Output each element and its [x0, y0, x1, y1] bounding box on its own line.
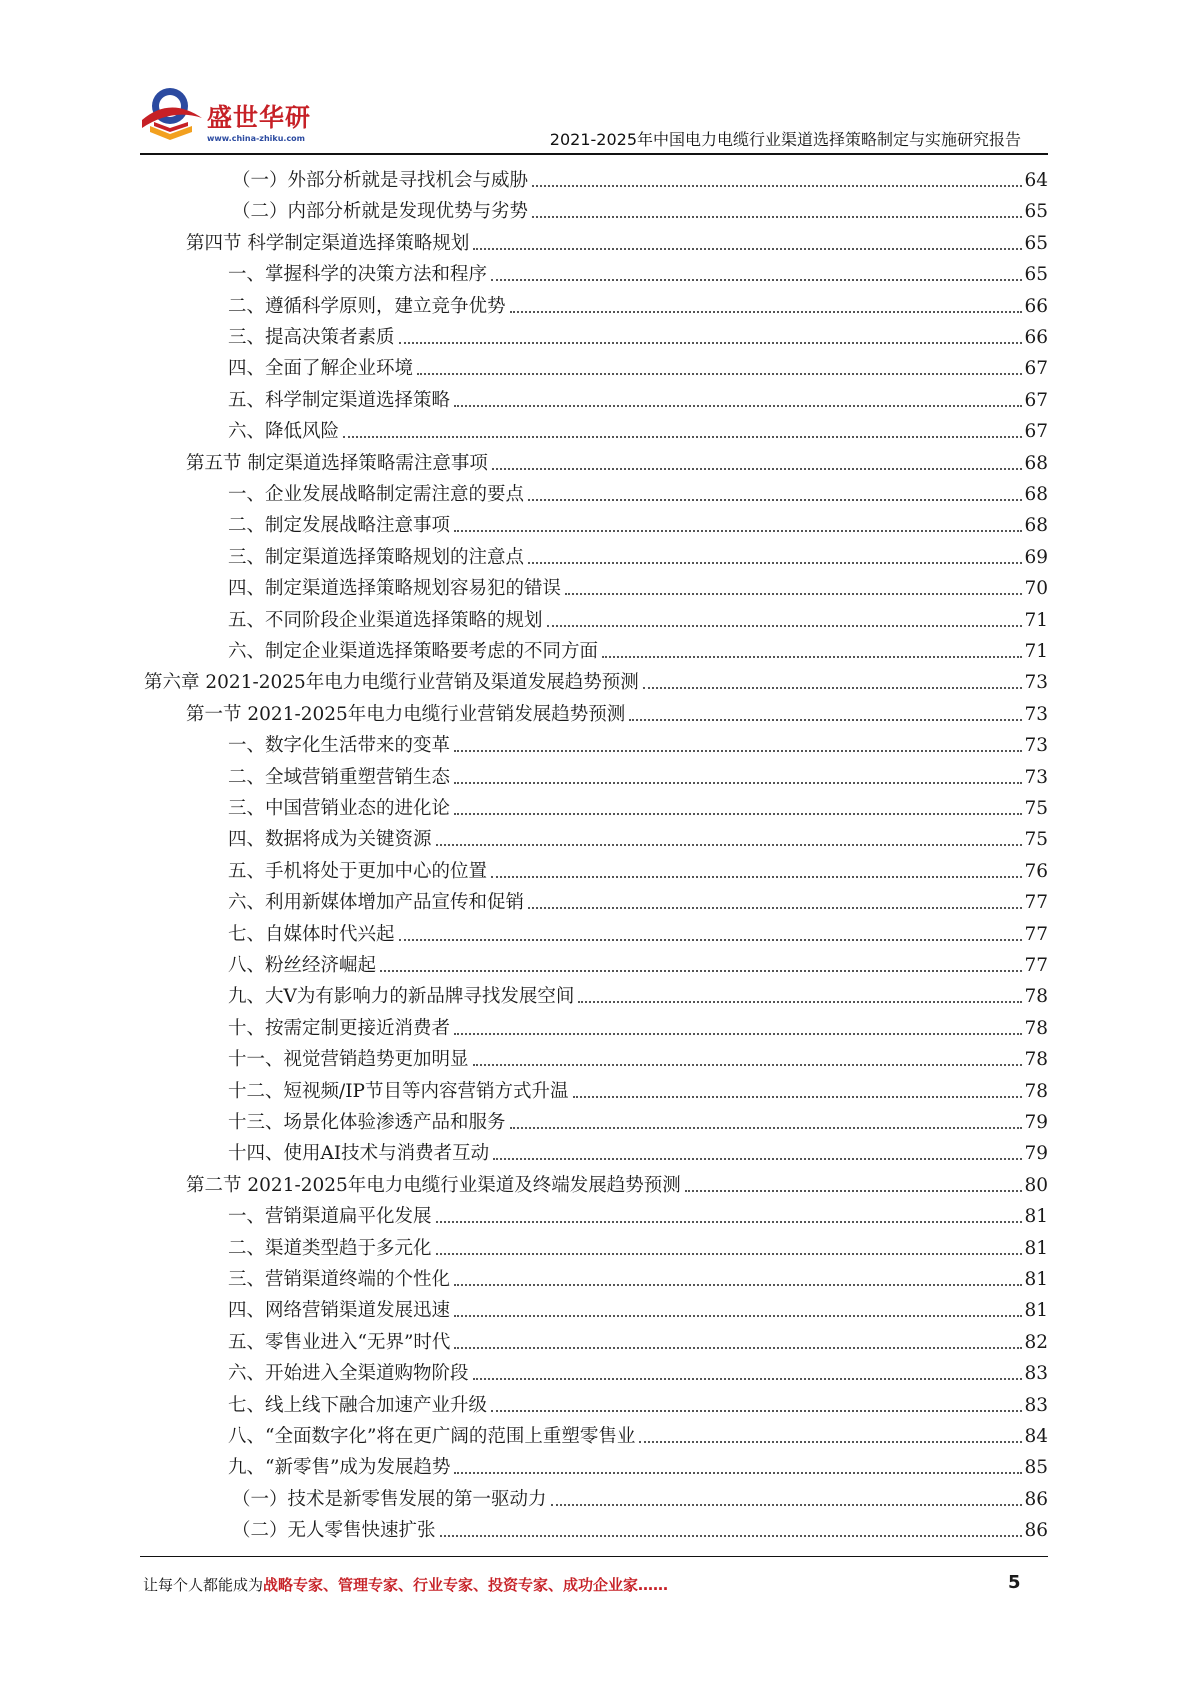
toc-leader-dots: [399, 342, 1023, 344]
toc-entry-page: 69: [1024, 546, 1048, 568]
toc-entry-label: 四、全面了解企业环境: [228, 358, 414, 380]
toc-entry-page: 67: [1024, 421, 1048, 443]
toc-entry-page: 86: [1024, 1520, 1048, 1542]
toc-leader-dots: [528, 499, 1022, 501]
toc-entry-page: 82: [1024, 1331, 1048, 1353]
toc-entry[interactable]: [228, 539, 1048, 570]
toc-entry[interactable]: [232, 162, 1048, 193]
toc-entry[interactable]: [186, 445, 1048, 476]
toc-entry-page: 79: [1024, 1112, 1048, 1133]
footer-slogan: [143, 1574, 668, 1595]
logo-text: 盛世华研: [207, 103, 312, 132]
toc-entry[interactable]: [228, 1073, 1048, 1104]
toc-entry-page: 68: [1024, 484, 1048, 505]
toc-entry[interactable]: [228, 1324, 1048, 1355]
footer-divider: [140, 1556, 1048, 1557]
toc-entry-label: 六、降低风险: [228, 421, 340, 443]
footer-prefix: 让每个人都能成为: [143, 1576, 264, 1594]
toc-leader-dots: [380, 970, 1022, 972]
toc-entry-label: 六、利用新媒体增加产品宣传和促销: [228, 892, 525, 914]
toc-leader-dots: [436, 1253, 1023, 1255]
toc-leader-dots: [473, 1064, 1023, 1066]
toc-entry-label: 二、制定发展战略注意事项: [228, 515, 451, 537]
toc-entry-label: 二、遵循科学原则，建立竞争优势: [228, 295, 506, 317]
toc-entry-label: 第六章 2021-2025年电力电缆行业营销及渠道发展趋势预测: [144, 672, 639, 694]
toc-entry-page: 67: [1024, 358, 1048, 380]
toc-entry[interactable]: [228, 1418, 1048, 1449]
toc-leader-dots: [491, 279, 1022, 281]
toc-entry-page: 77: [1024, 923, 1048, 945]
toc-leader-dots: [491, 876, 1022, 878]
toc-entry[interactable]: [228, 790, 1048, 821]
toc-entry-label: 五、手机将处于更加中心的位置: [228, 860, 488, 882]
toc-entry[interactable]: [228, 1230, 1048, 1261]
toc-entry-page: 81: [1024, 1300, 1048, 1322]
toc-leader-dots: [417, 373, 1022, 375]
toc-entry[interactable]: [228, 633, 1048, 664]
toc-entry-label: （一）外部分析就是寻找机会与威胁: [232, 170, 529, 191]
toc-leader-dots: [454, 782, 1022, 784]
toc-entry-label: 十三、场景化体验渗透产品和服务: [228, 1112, 506, 1133]
toc-entry-label: 十二、短视频/IP节目等内容营销方式升温: [228, 1080, 569, 1102]
toc-leader-dots: [547, 625, 1023, 627]
toc-entry-label: 四、网络营销渠道发展迅速: [228, 1300, 451, 1322]
toc-entry-page: 71: [1024, 609, 1048, 631]
toc-entry-label: 一、企业发展战略制定需注意的要点: [228, 484, 525, 505]
toc-entry-page: 81: [1024, 1206, 1048, 1228]
toc-entry[interactable]: [228, 1135, 1048, 1166]
toc-entry-page: 83: [1024, 1394, 1048, 1416]
toc-entry[interactable]: [228, 1104, 1048, 1135]
toc-entry-page: 68: [1024, 452, 1048, 474]
footer-highlight: 战略专家、管理专家、行业专家、投资专家、成功企业家……: [263, 1576, 669, 1594]
toc-leader-dots: [454, 530, 1022, 532]
toc-leader-dots: [629, 719, 1022, 721]
toc-entry-label: 六、开始进入全渠道购物阶段: [228, 1363, 469, 1385]
report-title: 2021-2025年中国电力电缆行业渠道选择策略制定与实施研究报告: [549, 130, 1021, 149]
toc-entry-page: 66: [1024, 295, 1048, 317]
toc-entry[interactable]: [228, 1449, 1048, 1480]
toc-entry-page: 68: [1024, 515, 1048, 537]
page-number: 5: [1008, 1572, 1021, 1593]
toc-entry-label: 第五节 制定渠道选择策略需注意事项: [186, 452, 488, 474]
toc-entry-page: 73: [1024, 672, 1048, 694]
toc-leader-dots: [454, 813, 1022, 815]
toc-entry-label: 五、零售业进入“无界”时代: [228, 1331, 451, 1353]
toc-entry-label: 九、大V为有影响力的新品牌寻找发展空间: [228, 986, 575, 1008]
toc-entry-page: 73: [1024, 735, 1048, 757]
toc-entry-label: 三、中国营销业态的进化论: [228, 798, 451, 819]
toc-entry[interactable]: [228, 1292, 1048, 1323]
toc-entry-label: （二）内部分析就是发现优势与劣势: [232, 201, 529, 223]
toc-entry[interactable]: [228, 413, 1048, 444]
toc-leader-dots: [528, 907, 1022, 909]
toc-leader-dots: [602, 656, 1022, 658]
toc-entry-page: 64: [1024, 170, 1048, 191]
toc-leader-dots: [473, 248, 1022, 250]
toc-entry-page: 65: [1024, 201, 1048, 223]
toc-entry-page: 86: [1024, 1488, 1048, 1510]
toc-entry[interactable]: [228, 1010, 1048, 1041]
toc-entry-page: 78: [1024, 1017, 1048, 1039]
toc-entry-label: 八、粉丝经济崛起: [228, 955, 377, 976]
toc-entry-label: 六、制定企业渠道选择策略要考虑的不同方面: [228, 641, 599, 662]
toc-entry-label: 十、按需定制更接近消费者: [228, 1017, 451, 1039]
toc-entry-page: 75: [1024, 829, 1048, 851]
toc-entry-page: 75: [1024, 798, 1048, 819]
toc-leader-dots: [510, 311, 1023, 313]
toc-leader-dots: [639, 1441, 1022, 1443]
toc-entry-page: 73: [1024, 703, 1048, 725]
toc-entry[interactable]: [228, 727, 1048, 758]
toc-entry-page: 77: [1024, 892, 1048, 914]
toc-entry-label: 第四节 科学制定渠道选择策略规划: [186, 232, 470, 254]
toc-entry-label: 一、营销渠道扁平化发展: [228, 1206, 432, 1228]
toc-leader-dots: [573, 1096, 1023, 1098]
toc-leader-dots: [643, 687, 1023, 689]
toc-leader-dots: [473, 1378, 1023, 1380]
toc-entry-label: 五、科学制定渠道选择策略: [228, 389, 451, 411]
toc-leader-dots: [565, 593, 1022, 595]
toc-entry[interactable]: [232, 1481, 1048, 1512]
toc-entry-label: 四、数据将成为关键资源: [228, 829, 432, 851]
toc-entry-page: 78: [1024, 986, 1048, 1008]
toc-entry[interactable]: [228, 1261, 1048, 1292]
toc-leader-dots: [454, 405, 1022, 407]
toc-entry[interactable]: [228, 570, 1048, 601]
toc-entry-label: 一、数字化生活带来的变革: [228, 735, 451, 757]
toc-leader-dots: [436, 1221, 1023, 1223]
toc-entry[interactable]: [228, 602, 1048, 633]
toc-entry-label: 十一、视觉营销趋势更加明显: [228, 1049, 469, 1071]
toc-entry[interactable]: [186, 696, 1048, 727]
toc-entry[interactable]: [228, 288, 1048, 319]
toc-entry-label: 五、不同阶段企业渠道选择策略的规划: [228, 609, 543, 631]
toc-entry[interactable]: [228, 916, 1048, 947]
toc-leader-dots: [454, 750, 1022, 752]
toc-entry-page: 70: [1024, 578, 1048, 600]
toc-entry[interactable]: [228, 853, 1048, 884]
toc-entry-label: （二）无人零售快速扩张: [232, 1520, 436, 1542]
toc-entry-label: 三、营销渠道终端的个性化: [228, 1269, 451, 1290]
toc-leader-dots: [491, 1410, 1022, 1412]
toc-leader-dots: [528, 562, 1022, 564]
toc-leader-dots: [510, 1127, 1023, 1129]
toc-entry[interactable]: [228, 884, 1048, 915]
toc-entry-page: 79: [1024, 1143, 1048, 1165]
toc-entry[interactable]: [228, 319, 1048, 350]
page-header: [0, 0, 1191, 165]
toc-entry-label: 第二节 2021-2025年电力电缆行业渠道及终端发展趋势预测: [186, 1174, 681, 1196]
toc-entry-label: 一、掌握科学的决策方法和程序: [228, 264, 488, 286]
toc-entry-page: 67: [1024, 389, 1048, 411]
toc-leader-dots: [454, 1284, 1022, 1286]
toc-entry-label: （一）技术是新零售发展的第一驱动力: [232, 1488, 547, 1510]
toc-entry[interactable]: [186, 1167, 1048, 1198]
toc-entry[interactable]: [228, 1355, 1048, 1386]
toc-entry-label: 二、全域营销重塑营销生态: [228, 766, 451, 788]
toc-entry[interactable]: [228, 1041, 1048, 1072]
toc-leader-dots: [454, 1472, 1022, 1474]
toc-entry[interactable]: [228, 821, 1048, 852]
toc-entry[interactable]: [228, 947, 1048, 978]
toc-entry-label: 八、“全面数字化”将在更广阔的范围上重塑零售业: [228, 1426, 636, 1447]
toc-entry[interactable]: [186, 225, 1048, 256]
toc-entry-label: 九、“新零售”成为发展趋势: [228, 1457, 451, 1479]
toc-leader-dots: [493, 1158, 1022, 1160]
toc-leader-dots: [343, 436, 1022, 438]
toc-leader-dots: [578, 1001, 1022, 1003]
toc-entry-label: 三、提高决策者素质: [228, 327, 395, 348]
toc-entry[interactable]: [228, 759, 1048, 790]
toc-entry-page: 71: [1024, 641, 1048, 662]
toc-leader-dots: [454, 1315, 1022, 1317]
toc-entry-label: 七、自媒体时代兴起: [228, 923, 395, 945]
toc-entry-label: 第一节 2021-2025年电力电缆行业营销发展趋势预测: [186, 703, 626, 725]
toc-leader-dots: [399, 939, 1023, 941]
toc-entry[interactable]: [232, 1512, 1048, 1543]
toc-entry-page: 73: [1024, 766, 1048, 788]
toc-entry-page: 78: [1024, 1049, 1048, 1071]
toc-entry[interactable]: [228, 382, 1048, 413]
toc-entry[interactable]: [228, 507, 1048, 538]
toc-entry-label: 三、制定渠道选择策略规划的注意点: [228, 546, 525, 568]
header-divider: [140, 153, 1048, 155]
toc-leader-dots: [492, 468, 1023, 470]
toc-entry[interactable]: [228, 256, 1048, 287]
toc-leader-dots: [454, 1347, 1022, 1349]
toc-leader-dots: [685, 1190, 1023, 1192]
toc-entry[interactable]: [228, 476, 1048, 507]
toc-entry[interactable]: [232, 193, 1048, 224]
toc-entry[interactable]: [228, 1387, 1048, 1418]
toc-entry[interactable]: [228, 350, 1048, 381]
toc-entry-page: 77: [1024, 955, 1048, 976]
toc-entry-label: 二、渠道类型趋于多元化: [228, 1237, 432, 1259]
toc-entry-page: 83: [1024, 1363, 1048, 1385]
logo-url: www.china-zhiku.com: [207, 134, 306, 143]
toc-entry-label: 七、线上线下融合加速产业升级: [228, 1394, 488, 1416]
toc-leader-dots: [436, 844, 1023, 846]
toc-entry-page: 80: [1024, 1174, 1048, 1196]
toc-leader-dots: [440, 1535, 1023, 1537]
toc-entry-page: 85: [1024, 1457, 1048, 1479]
toc-leader-dots: [532, 185, 1022, 187]
toc-entry[interactable]: [228, 978, 1048, 1009]
toc-leader-dots: [551, 1504, 1023, 1506]
toc-entry-page: 76: [1024, 860, 1048, 882]
toc-entry[interactable]: [144, 664, 1048, 695]
toc-leader-dots: [532, 216, 1022, 218]
toc-leader-dots: [454, 1033, 1022, 1035]
toc-entry-page: 78: [1024, 1080, 1048, 1102]
toc-entry-page: 81: [1024, 1269, 1048, 1290]
toc-entry-label: 四、制定渠道选择策略规划容易犯的错误: [228, 578, 562, 600]
toc-entry-page: 81: [1024, 1237, 1048, 1259]
toc-entry-page: 66: [1024, 327, 1048, 348]
toc-entry-page: 84: [1024, 1426, 1048, 1447]
toc-entry-page: 65: [1024, 232, 1048, 254]
toc-entry[interactable]: [228, 1198, 1048, 1229]
toc-entry-page: 65: [1024, 264, 1048, 286]
toc-entry-label: 十四、使用AI技术与消费者互动: [228, 1143, 490, 1165]
